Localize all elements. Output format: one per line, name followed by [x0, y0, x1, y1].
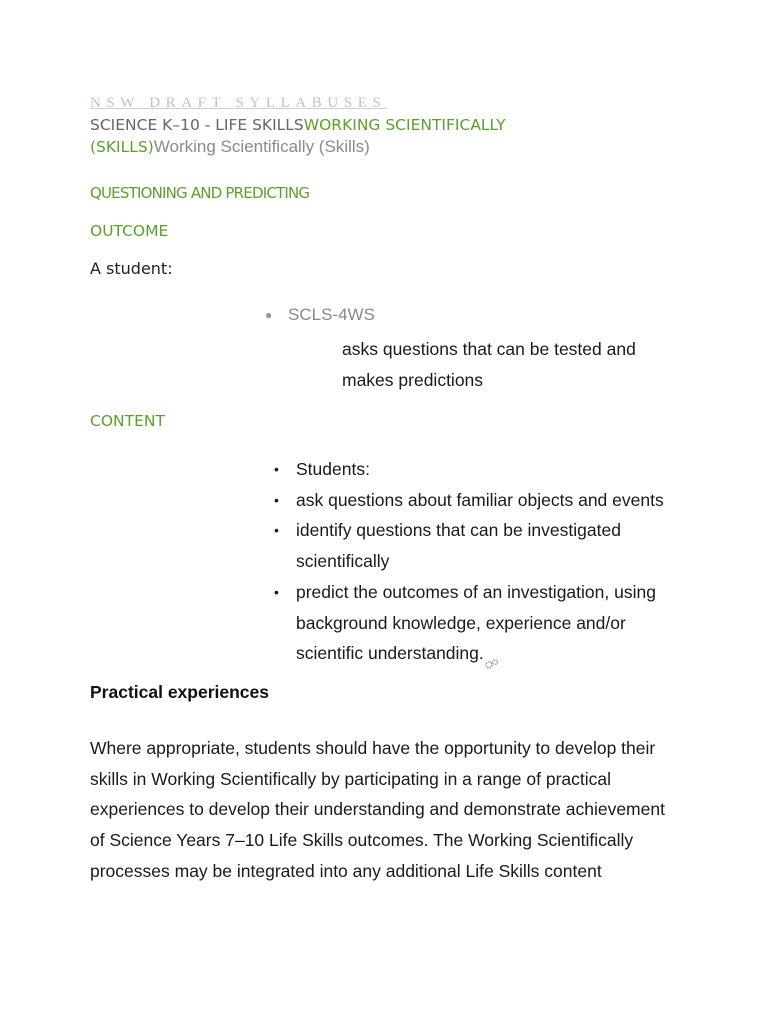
outcome-code-row [265, 304, 648, 326]
outcome-heading: OUTCOME [90, 222, 169, 240]
bullet-icon: • [274, 583, 279, 600]
content-list [274, 454, 676, 669]
bullet-icon: ● [265, 308, 273, 322]
section-questioning-heading: QUESTIONING AND PREDICTING [90, 184, 310, 202]
list-item [274, 515, 676, 576]
content-item-text: identify questions that can be investigated scientifically [296, 520, 621, 572]
bullet-icon: • [274, 491, 279, 508]
gear-icon[interactable] [484, 649, 500, 661]
content-item-text: Students: [296, 459, 370, 479]
content-item-text: predict the outcomes of an investigation, using background knowledge, experience and/or scientific understanding. [296, 581, 656, 664]
list-item [274, 454, 676, 485]
bullet-icon: • [274, 461, 279, 477]
bullet-icon: • [274, 522, 279, 539]
content-heading: CONTENT [90, 412, 165, 430]
nsw-syllabus-header[interactable]: NSW DRAFT SYLLABUSES [90, 95, 387, 111]
title-strand: WORKING SCIENTIFICALLY (SKILLS) [90, 116, 506, 156]
list-item [274, 485, 676, 516]
outcome-list-item [265, 304, 648, 396]
student-intro: A student: [90, 259, 173, 278]
syllabus-title [90, 114, 580, 158]
title-subheading: Working Scientifically (Skills) [153, 137, 370, 156]
document-page [90, 92, 690, 881]
practical-experiences-heading: Practical experiences [90, 682, 270, 702]
content-item-text: ask questions about familiar objects and events [296, 489, 664, 510]
practical-experiences-paragraph: Where appropriate, students should have the opportunity to develop their skills in Working Scientifically by participating in a range of practical experiences to develop their understanding and demonstrate achievement of Science Years 7–10 Life Skills outcomes. The Working Scientifically processes may be integrated into any additional Life Skills content [90, 738, 665, 881]
outcome-description: asks questions that can be tested and makes predictions [342, 339, 636, 390]
outcome-code: SCLS-4WS [288, 305, 375, 324]
list-item [274, 577, 676, 669]
title-subject: SCIENCE K–10 - LIFE SKILLS [90, 116, 304, 134]
